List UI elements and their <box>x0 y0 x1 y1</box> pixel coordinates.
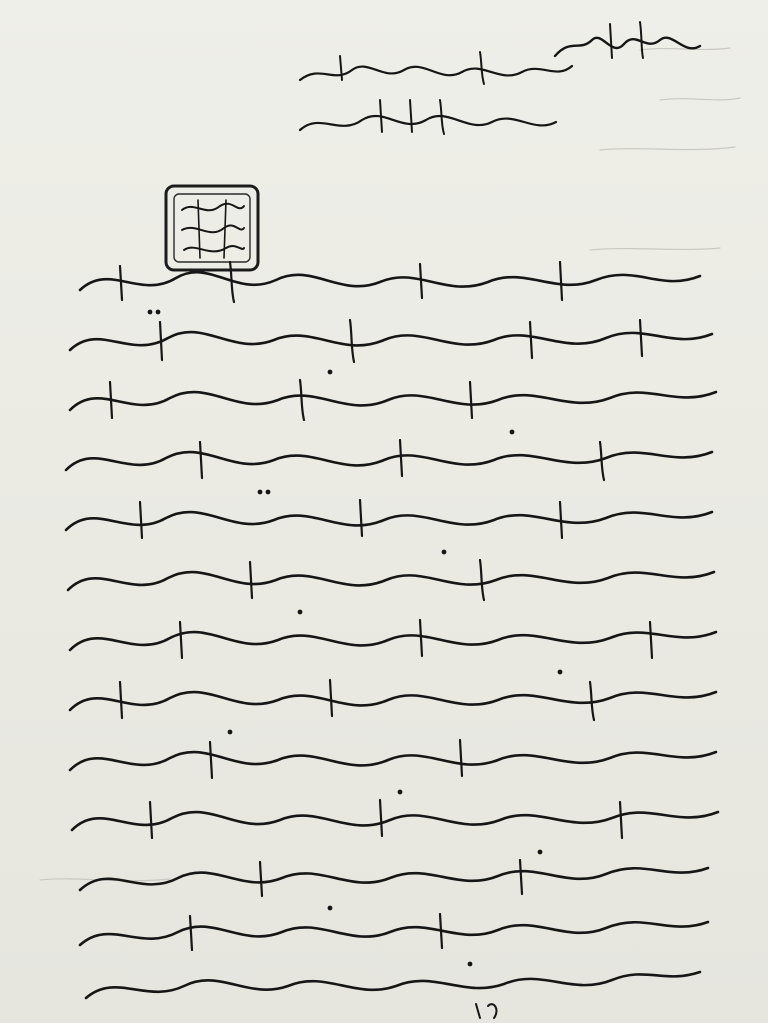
header-invocation <box>555 22 700 58</box>
body-line <box>86 972 700 998</box>
body-line <box>66 452 712 470</box>
addressee-line-1 <box>300 52 572 84</box>
body-line <box>70 632 716 650</box>
body-line <box>80 272 700 290</box>
body-line <box>80 922 708 945</box>
footer-number-mark <box>476 1004 496 1018</box>
addressee-line-2 <box>300 100 556 134</box>
body-line <box>70 392 716 410</box>
body-line <box>68 572 714 590</box>
body-text <box>66 262 718 998</box>
body-line <box>66 512 712 530</box>
body-line <box>70 752 716 770</box>
body-line <box>70 692 716 710</box>
seal-stamp <box>166 186 258 270</box>
body-line <box>80 868 708 890</box>
body-line <box>70 332 712 350</box>
